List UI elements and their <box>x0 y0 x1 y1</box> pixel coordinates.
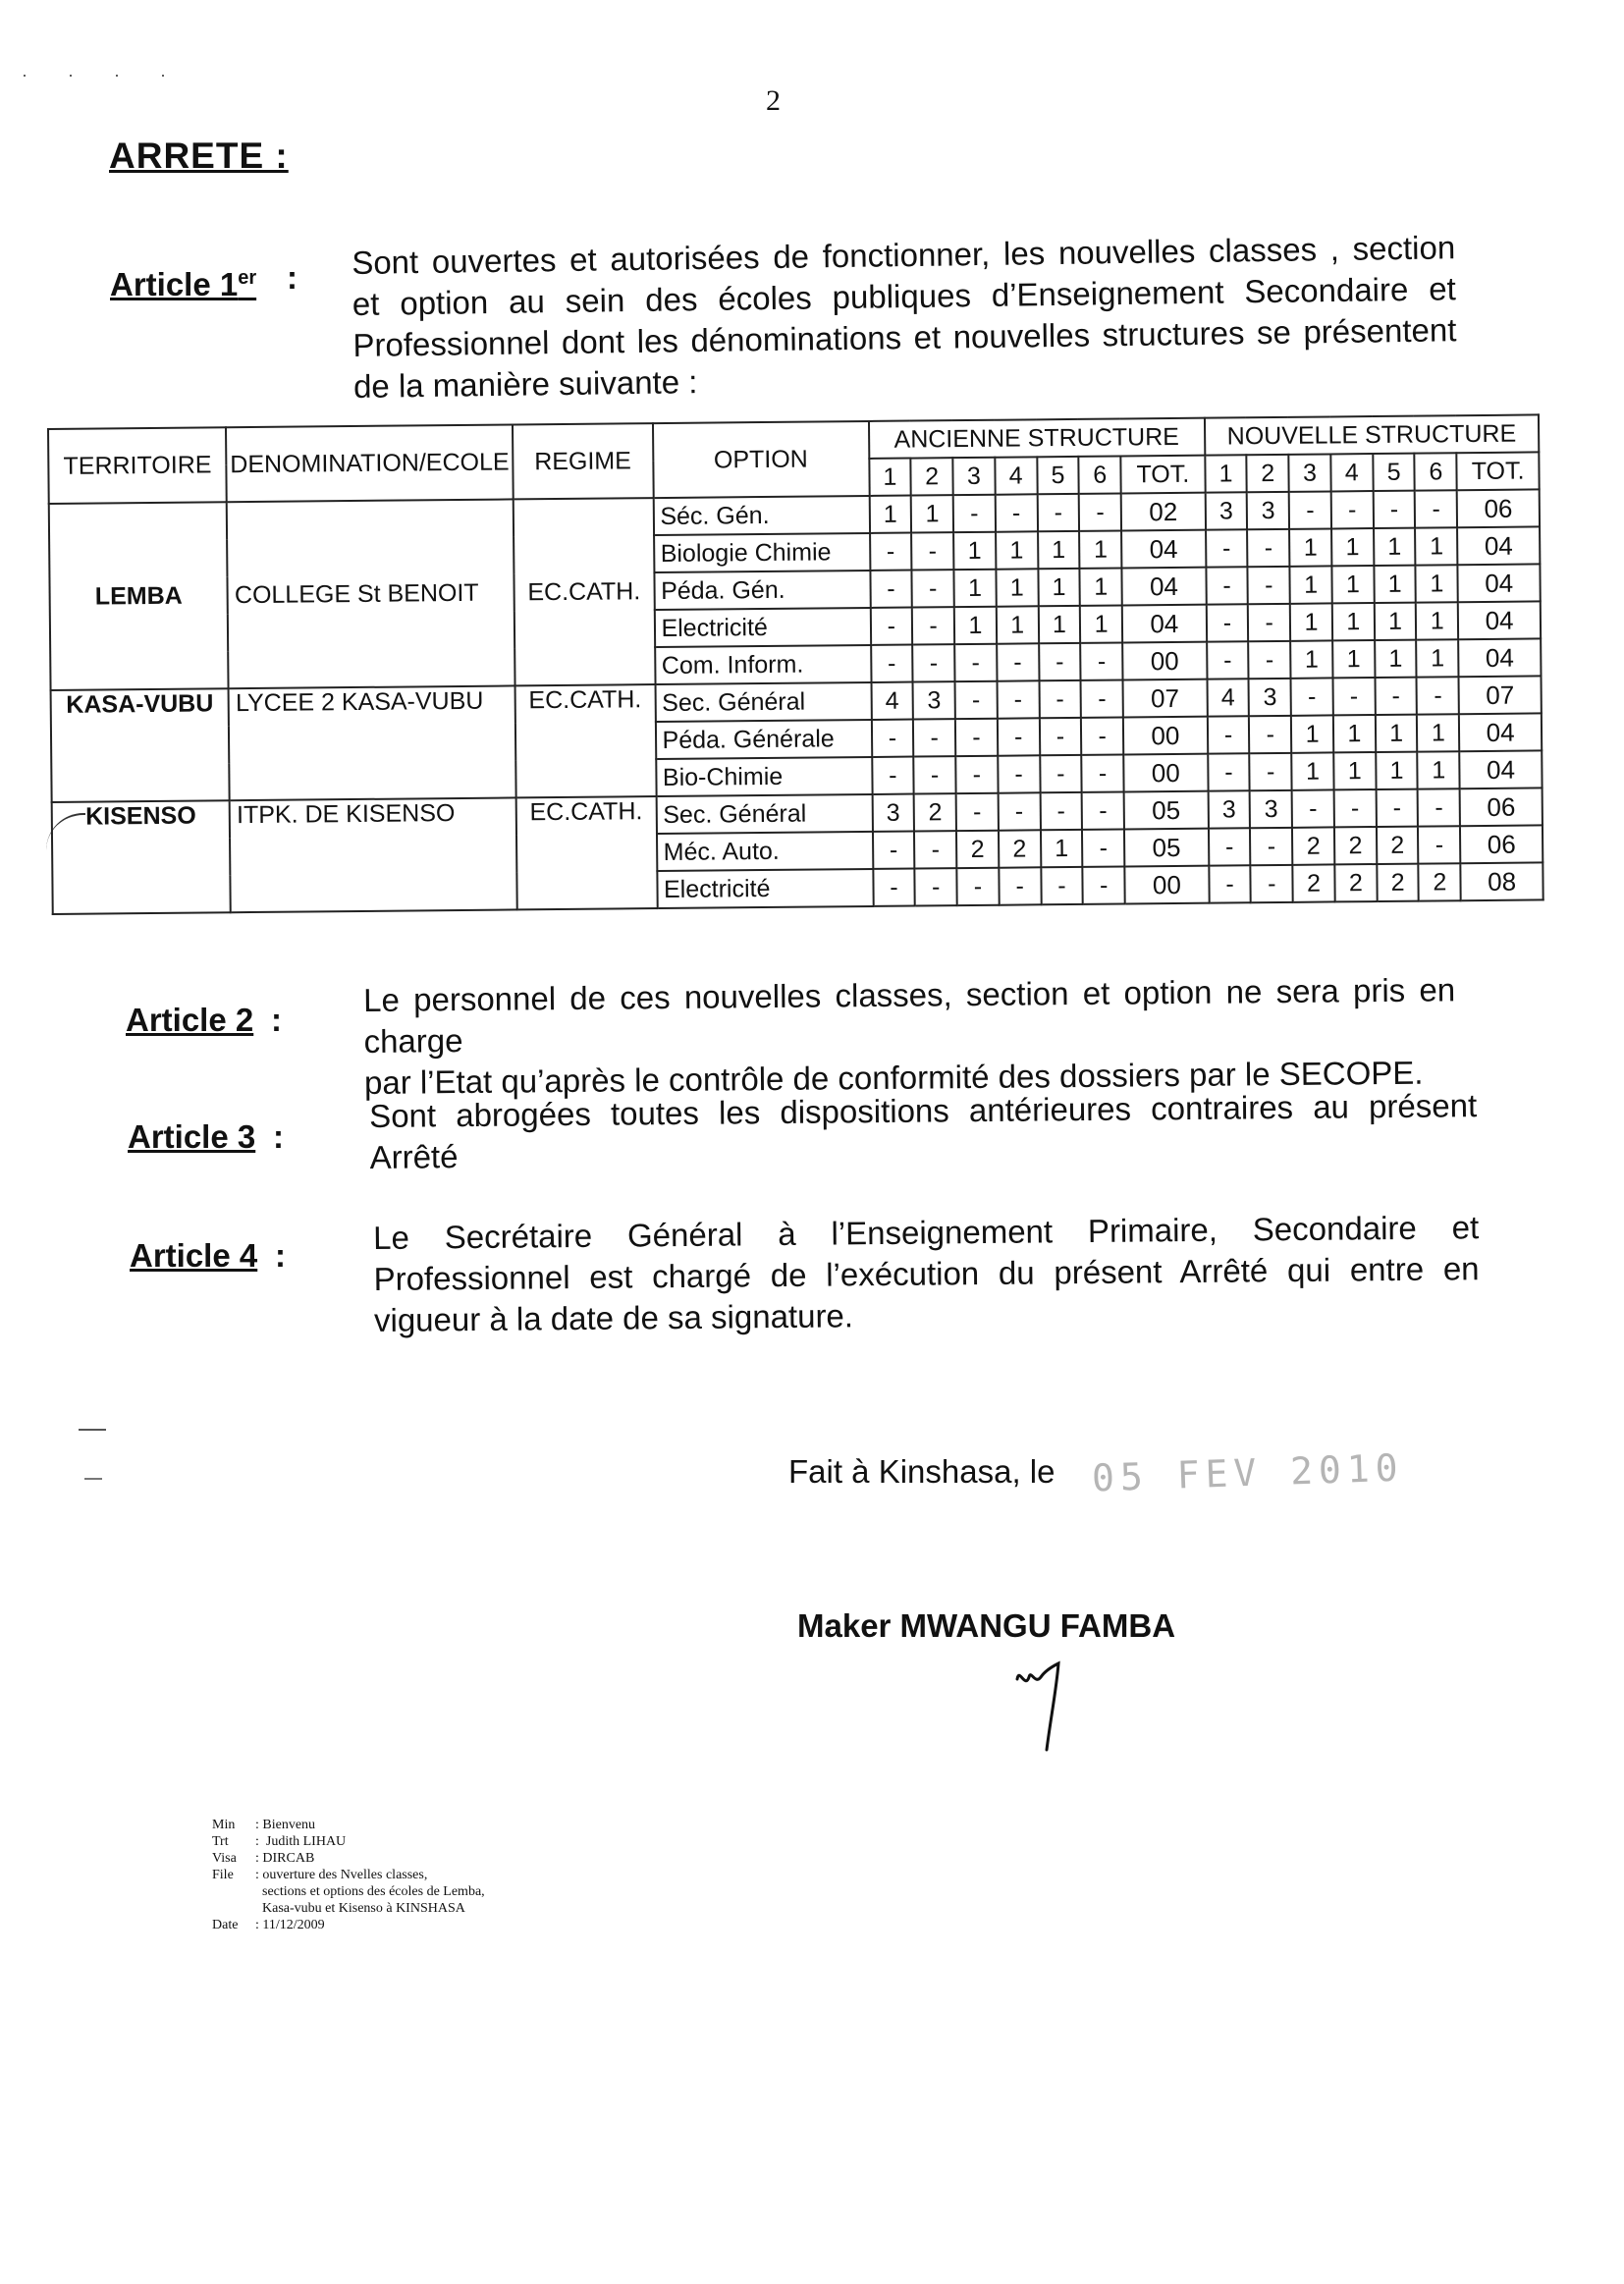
nouvelle-class-cell: 1 <box>1416 565 1458 602</box>
nouvelle-class-cell: 1 <box>1416 527 1458 565</box>
ancienne-class-cell: - <box>1040 792 1082 830</box>
ancienne-class-cell: 1 <box>1041 830 1083 867</box>
ancienne-class-cell: 1 <box>911 495 953 532</box>
article-1-label <box>110 257 256 305</box>
ancienne-class-cell: 1 <box>996 531 1038 569</box>
ancienne-class-header: 4 <box>995 457 1037 494</box>
nouvelle-class-cell: 1 <box>1289 528 1331 566</box>
ancienne-class-header: 6 <box>1079 457 1121 494</box>
ancienne-class-cell: 4 <box>871 682 913 720</box>
nouvelle-class-cell: 4 <box>1207 679 1249 716</box>
article1-line: et option au sein des écoles publiques d’Enseignement Secondaire et <box>352 270 1457 322</box>
ancienne-class-cell: - <box>1039 680 1081 718</box>
nouvelle-class-cell: 1 <box>1290 603 1332 640</box>
ancienne-class-cell: 1 <box>1079 531 1121 569</box>
ancienne-class-cell: - <box>1040 755 1082 792</box>
nouvelle-class-cell: - <box>1206 529 1248 567</box>
ancienne-class-cell: - <box>955 756 998 793</box>
article-4-body <box>373 1207 1480 1341</box>
page-number: 2 <box>766 84 781 117</box>
nouvelle-class-header: 4 <box>1330 454 1373 491</box>
ancienne-class-cell: - <box>913 719 955 756</box>
nouvelle-class-cell: 2 <box>1419 863 1461 900</box>
ancienne-tot-cell: 04 <box>1122 568 1207 606</box>
footer-key: Visa <box>212 1851 237 1866</box>
option-cell: Séc. Gén. <box>653 496 869 535</box>
ancienne-class-header: 3 <box>952 458 995 495</box>
nouvelle-class-cell: - <box>1248 567 1290 604</box>
territoire-cell: KASA-VUBU <box>51 688 230 802</box>
article-2-body <box>363 969 1456 1104</box>
footer-key: Min <box>212 1818 236 1832</box>
ancienne-tot-cell: 00 <box>1122 642 1207 680</box>
margin-mark <box>84 1478 102 1480</box>
regime-cell: EC.CATH. <box>516 796 658 909</box>
ancienne-class-cell: - <box>997 680 1039 718</box>
article1-line: Professionnel dont les dénominations et nouvelles structures se présentent <box>352 311 1457 363</box>
ancienne-class-cell: 1 <box>1038 569 1080 606</box>
ancienne-class-cell: - <box>1039 718 1081 755</box>
ancienne-tot-cell: 00 <box>1123 754 1208 792</box>
nouvelle-class-cell: 1 <box>1333 752 1376 789</box>
ancienne-class-cell: - <box>871 720 913 757</box>
article-2-colon: : <box>271 1002 282 1038</box>
ancienne-tot-header: TOT. <box>1120 456 1205 494</box>
place-date: Fait à Kinshasa, le <box>788 1453 1056 1490</box>
ancienne-class-cell: - <box>1081 680 1123 717</box>
nouvelle-class-cell: - <box>1415 490 1457 527</box>
footer-line <box>212 1883 485 1900</box>
nouvelle-tot-cell: 04 <box>1458 638 1541 677</box>
ancienne-class-cell: 1 <box>954 607 997 644</box>
nouvelle-class-cell: 3 <box>1249 679 1291 716</box>
ancienne-class-cell: 2 <box>956 831 999 868</box>
structure-table <box>47 413 1544 915</box>
nouvelle-class-header: 3 <box>1288 454 1330 491</box>
ancienne-class-cell: - <box>870 571 912 608</box>
ancienne-class-cell: - <box>956 868 999 905</box>
nouvelle-class-cell: - <box>1206 567 1248 604</box>
ancienne-class-cell: - <box>953 495 996 532</box>
footer-value: : 11/12/2009 <box>255 1918 325 1932</box>
nouvelle-tot-cell: 04 <box>1459 750 1542 789</box>
ecole-cell: COLLEGE St BENOIT <box>227 499 514 688</box>
ancienne-class-cell: - <box>997 643 1039 680</box>
regime-cell: EC.CATH. <box>514 498 655 685</box>
footer-value: Kasa-vubu et Kisenso à KINSHASA <box>255 1901 465 1916</box>
territoire-cell: KISENSO <box>52 800 231 914</box>
ancienne-tot-cell: 00 <box>1124 866 1209 904</box>
nouvelle-class-cell: - <box>1289 491 1331 528</box>
ancienne-class-cell: - <box>912 570 954 607</box>
ancienne-class-cell: 1 <box>953 532 996 570</box>
nouvelle-class-cell: 3 <box>1205 492 1247 529</box>
ancienne-class-cell: 3 <box>913 681 955 719</box>
article-2-label: Article 2 <box>126 1002 254 1038</box>
nouvelle-tot-cell: 08 <box>1461 862 1543 900</box>
nouvelle-class-cell: 2 <box>1292 827 1334 864</box>
nouvelle-class-cell: 1 <box>1418 751 1460 789</box>
article-1-colon: : <box>287 259 298 296</box>
option-cell: Com. Inform. <box>655 645 871 684</box>
ancienne-class-cell: - <box>1041 867 1083 904</box>
option-cell: Péda. Gén. <box>654 571 870 610</box>
footer-line <box>212 1833 485 1850</box>
nouvelle-class-cell: - <box>1292 789 1334 827</box>
nouvelle-class-cell: - <box>1249 716 1291 753</box>
nouvelle-class-cell: 1 <box>1290 640 1332 678</box>
header-nouvelle-structure: NOUVELLE STRUCTURE <box>1205 414 1540 455</box>
footer-value: sections et options des écoles de Lemba, <box>255 1884 485 1899</box>
article4-line: Le Secrétaire Général à l’Enseignement Primaire, Secondaire et <box>373 1209 1480 1256</box>
article-1-body <box>352 227 1457 408</box>
option-cell: Electricité <box>657 869 873 908</box>
margin-mark <box>79 1429 106 1431</box>
article1-line: de la manière suivante : <box>352 363 698 405</box>
nouvelle-tot-cell: 04 <box>1458 564 1541 602</box>
ancienne-class-cell: - <box>998 755 1040 792</box>
footer-key <box>212 1900 255 1917</box>
option-cell: Electricité <box>654 608 870 647</box>
nouvelle-class-header: 6 <box>1415 453 1457 490</box>
ancienne-class-cell: - <box>999 867 1041 904</box>
nouvelle-class-cell: - <box>1249 641 1291 679</box>
ancienne-class-cell: - <box>912 644 954 681</box>
nouvelle-class-cell: - <box>1250 828 1292 865</box>
article3-line: Sont abrogées toutes les dispositions antérieures contraires au présent <box>369 1087 1478 1134</box>
signatory-name: Maker MWANGU FAMBA <box>797 1607 1176 1644</box>
ancienne-class-cell: - <box>1037 494 1079 531</box>
ancienne-class-cell: - <box>998 792 1040 830</box>
nouvelle-class-cell: 1 <box>1291 715 1333 752</box>
ancienne-class-cell: - <box>1079 494 1121 531</box>
structure-table-wrap <box>47 413 1544 915</box>
nouvelle-class-cell: 3 <box>1247 492 1289 529</box>
scan-specks: · · · · <box>22 65 184 84</box>
ancienne-class-cell: - <box>1039 643 1081 680</box>
ancienne-class-cell: - <box>870 533 912 571</box>
header-option: OPTION <box>652 421 869 498</box>
option-cell: Méc. Auto. <box>656 832 872 871</box>
ancienne-class-cell: - <box>914 831 956 868</box>
option-cell: Péda. Générale <box>655 720 871 759</box>
nouvelle-class-cell: 3 <box>1250 790 1292 828</box>
footer-line <box>212 1917 485 1933</box>
ancienne-class-cell: - <box>915 868 957 905</box>
nouvelle-class-cell: - <box>1334 789 1377 827</box>
date-stamp: 05 FEV 2010 <box>1091 1445 1405 1500</box>
nouvelle-class-cell: - <box>1418 789 1460 826</box>
nouvelle-class-cell: 1 <box>1374 566 1416 603</box>
nouvelle-class-cell: - <box>1418 826 1460 863</box>
ancienne-tot-cell: 00 <box>1123 717 1208 755</box>
ancienne-class-cell: 1 <box>996 569 1038 606</box>
article4-line: Professionnel est chargé de l’exécution du présent Arrêté qui entre en <box>373 1250 1480 1297</box>
nouvelle-class-cell: - <box>1206 604 1248 641</box>
footer-line <box>212 1900 485 1917</box>
ancienne-tot-cell: 05 <box>1124 829 1209 867</box>
article2-line: par l’Etat qu’après le contrôle de conformité des dossiers par le SECOPE. <box>363 1054 1424 1101</box>
signature-mark <box>1011 1659 1090 1767</box>
ancienne-class-cell: 1 <box>953 570 996 607</box>
nouvelle-tot-cell: 06 <box>1460 825 1543 863</box>
nouvelle-tot-cell: 04 <box>1458 601 1541 639</box>
ancienne-tot-cell: 07 <box>1123 680 1208 718</box>
nouvelle-class-cell: 2 <box>1334 827 1377 864</box>
ancienne-class-cell: - <box>1082 829 1124 866</box>
option-cell: Bio-Chimie <box>656 757 872 796</box>
ancienne-class-cell: - <box>911 532 953 570</box>
ancienne-tot-cell: 02 <box>1121 493 1206 531</box>
ancienne-class-cell: - <box>998 718 1040 755</box>
ancienne-class-cell: - <box>1081 717 1123 754</box>
article4-line: vigueur à la date de sa signature. <box>373 1297 854 1338</box>
ancienne-class-cell: - <box>912 607 954 644</box>
ancienne-class-cell: - <box>1083 866 1125 903</box>
footer-value: : Judith LIHAU <box>255 1834 347 1849</box>
footer-line <box>212 1850 485 1867</box>
ancienne-tot-cell: 04 <box>1122 605 1207 643</box>
article-1-label-text: Article 1 <box>110 266 239 302</box>
nouvelle-class-cell: 1 <box>1417 639 1459 677</box>
footer-line <box>212 1867 485 1883</box>
nouvelle-class-cell: - <box>1208 716 1250 753</box>
footer-reference-note <box>212 1817 485 1933</box>
article-4-label: Article 4 <box>130 1237 258 1274</box>
option-cell: Biologie Chimie <box>654 533 870 572</box>
footer-key <box>212 1883 255 1900</box>
article-1-label-sup: er <box>238 267 257 289</box>
footer-line <box>212 1817 485 1833</box>
nouvelle-tot-cell: 06 <box>1460 788 1543 826</box>
footer-value: : Bienvenu <box>255 1818 316 1832</box>
ancienne-class-cell: 1 <box>1080 569 1122 606</box>
footer-value: : ouverture des Nvelles classes, <box>255 1868 428 1882</box>
article-3-body <box>369 1085 1478 1178</box>
ancienne-class-cell: - <box>871 645 913 682</box>
nouvelle-class-cell: 1 <box>1416 602 1458 639</box>
footer-key: Trt <box>212 1834 229 1849</box>
nouvelle-class-cell: 1 <box>1332 603 1375 640</box>
nouvelle-class-cell: - <box>1331 491 1374 528</box>
nouvelle-class-cell: 2 <box>1377 827 1419 864</box>
ancienne-class-header: 5 <box>1037 457 1079 494</box>
ancienne-class-cell: - <box>955 719 998 756</box>
nouvelle-class-cell: - <box>1209 828 1251 865</box>
ancienne-class-cell: - <box>873 869 915 906</box>
ancienne-class-cell: 1 <box>869 496 911 533</box>
nouvelle-tot-cell: 07 <box>1459 676 1542 714</box>
article1-line: Sont ouvertes et autorisées de fonctionner, les nouvelles classes , section <box>352 229 1456 281</box>
article3-line: Arrêté <box>369 1138 459 1175</box>
ancienne-class-cell: - <box>872 757 914 794</box>
nouvelle-class-cell: - <box>1248 604 1290 641</box>
ancienne-class-cell: - <box>1082 754 1124 791</box>
nouvelle-class-header: 1 <box>1205 455 1247 492</box>
article-3-label: Article 3 <box>128 1118 256 1155</box>
nouvelle-class-header: 2 <box>1247 455 1289 492</box>
nouvelle-class-cell: 2 <box>1377 864 1419 901</box>
nouvelle-class-cell: - <box>1247 529 1289 567</box>
ancienne-class-header: 1 <box>869 459 911 496</box>
nouvelle-class-cell: - <box>1207 641 1249 679</box>
nouvelle-class-cell: - <box>1417 677 1459 714</box>
territoire-cell: LEMBA <box>49 502 229 690</box>
nouvelle-class-cell: 1 <box>1333 715 1376 752</box>
nouvelle-class-cell: 1 <box>1376 752 1418 789</box>
regime-cell: EC.CATH. <box>514 684 656 797</box>
article2-line: Le personnel de ces nouvelles classes, section et option ne sera pris en charge <box>363 971 1456 1060</box>
ancienne-class-cell: - <box>872 832 914 869</box>
nouvelle-class-cell: 1 <box>1331 528 1374 566</box>
nouvelle-class-cell: 1 <box>1417 714 1459 751</box>
ancienne-class-cell: - <box>995 494 1037 531</box>
header-ancienne-structure: ANCIENNE STRUCTURE <box>868 418 1204 459</box>
header-denomination: DENOMINATION/ECOLE <box>226 424 513 502</box>
ecole-cell: ITPK. DE KISENSO <box>230 797 517 912</box>
nouvelle-class-cell: 1 <box>1375 640 1417 678</box>
nouvelle-class-cell: - <box>1209 865 1251 902</box>
header-regime: REGIME <box>513 423 653 499</box>
header-territoire: TERRITOIRE <box>48 427 227 504</box>
article-4-colon: : <box>275 1237 286 1274</box>
nouvelle-class-cell: 3 <box>1208 790 1250 828</box>
ancienne-class-cell: 1 <box>1038 531 1080 569</box>
nouvelle-class-cell: 1 <box>1374 528 1416 566</box>
handwritten-signature <box>1011 1659 1090 1772</box>
ancienne-class-cell: - <box>955 681 998 719</box>
ancienne-class-cell: 1 <box>1038 606 1080 643</box>
ancienne-class-cell: - <box>1082 791 1124 829</box>
ecole-cell: LYCEE 2 KASA-VUBU <box>229 685 516 800</box>
nouvelle-class-cell: - <box>1251 865 1293 902</box>
nouvelle-class-cell: - <box>1332 678 1375 715</box>
footer-value: : DIRCAB <box>255 1851 315 1866</box>
nouvelle-class-cell: 1 <box>1331 566 1374 603</box>
nouvelle-class-cell: 1 <box>1332 640 1375 678</box>
ancienne-class-cell: 1 <box>1080 605 1122 642</box>
nouvelle-class-cell: - <box>1208 753 1250 790</box>
arrete-heading: ARRETE : <box>109 136 289 176</box>
nouvelle-class-cell: 1 <box>1376 715 1418 752</box>
nouvelle-class-cell: 2 <box>1334 864 1377 901</box>
nouvelle-tot-header: TOT. <box>1457 452 1540 490</box>
nouvelle-class-cell: - <box>1375 678 1417 715</box>
nouvelle-class-cell: - <box>1373 491 1415 528</box>
ancienne-tot-cell: 05 <box>1124 791 1209 830</box>
nouvelle-class-cell: 1 <box>1374 603 1416 640</box>
ancienne-class-cell: 2 <box>999 830 1041 867</box>
ancienne-class-cell: 3 <box>872 794 914 832</box>
footer-key: File <box>212 1868 234 1882</box>
ancienne-class-cell: - <box>914 756 956 793</box>
nouvelle-class-cell: - <box>1291 678 1333 715</box>
ancienne-class-cell: - <box>1080 642 1122 680</box>
nouvelle-class-cell: - <box>1250 753 1292 790</box>
nouvelle-tot-cell: 04 <box>1459 713 1542 751</box>
ancienne-tot-cell: 04 <box>1121 530 1206 569</box>
ancienne-class-cell: - <box>954 644 997 681</box>
nouvelle-class-cell: 1 <box>1290 566 1332 603</box>
nouvelle-class-header: 5 <box>1373 454 1415 491</box>
nouvelle-class-cell: 1 <box>1291 752 1333 789</box>
ancienne-class-cell: 1 <box>997 606 1039 643</box>
nouvelle-tot-cell: 04 <box>1457 526 1540 565</box>
footer-key: Date <box>212 1918 239 1932</box>
ancienne-class-cell: - <box>870 608 912 645</box>
ancienne-class-cell: 2 <box>914 793 956 831</box>
nouvelle-class-cell: 2 <box>1293 864 1335 901</box>
ancienne-class-cell: - <box>956 793 999 831</box>
nouvelle-class-cell: - <box>1376 789 1418 827</box>
nouvelle-tot-cell: 06 <box>1457 489 1540 527</box>
option-cell: Sec. Général <box>655 682 871 722</box>
option-cell: Sec. Général <box>656 794 872 834</box>
ancienne-class-header: 2 <box>911 458 953 495</box>
article-3-colon: : <box>273 1118 284 1155</box>
